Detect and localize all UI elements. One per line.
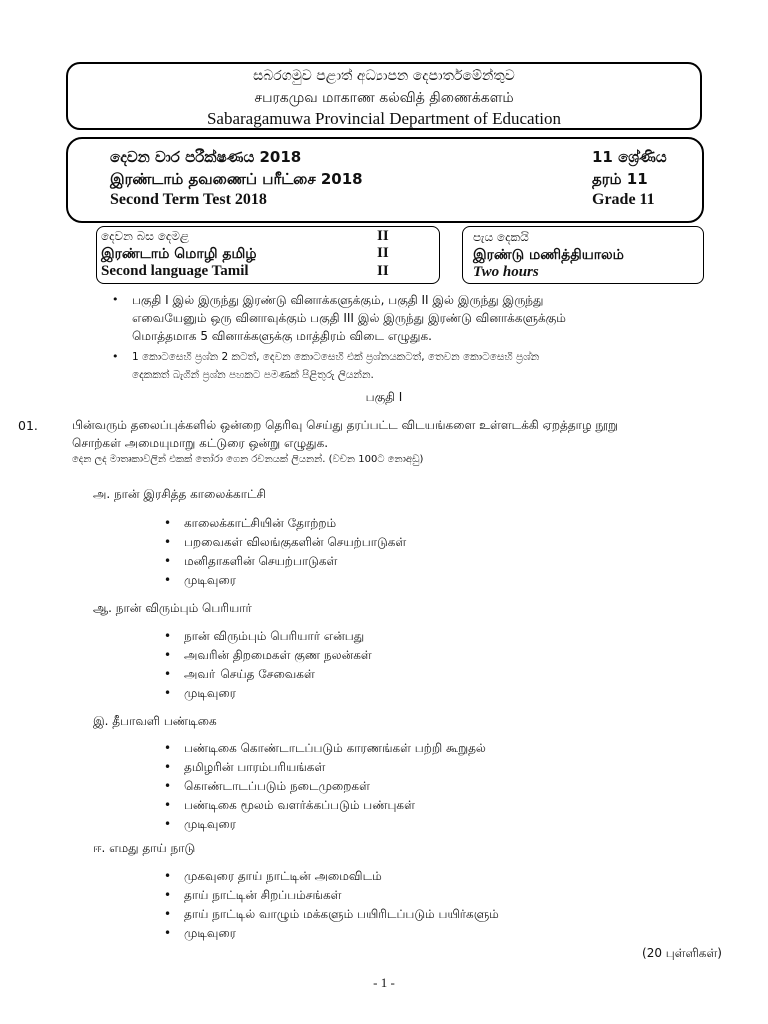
instruction-line: எவையேனும் ஒரு வினாவுக்கும் பகுதி III இல் இருந்து இரண்டு வினாக்களுக்கும் [132, 311, 566, 325]
instruction-tamil [112, 291, 710, 345]
question-line-2: சொற்கள் அமையுமாறு கட்டுரை ஒன்று எழுதுக. [72, 436, 329, 450]
term-sinhala: දෙවන වාර පරීක්ෂණය 2018 [110, 148, 302, 166]
bullet-icon: • [164, 667, 172, 681]
bullet-icon: • [164, 741, 172, 755]
department-header-box [66, 62, 702, 130]
list-item: • முகவுரை தாய் நாட்டின் அமைவிடம் [164, 869, 382, 883]
subject-english: Second language Tamil [101, 263, 249, 279]
list-item: • தாய் நாட்டின் சிறப்பம்சங்கள் [164, 888, 342, 902]
list-item: • அவா் செய்த சேவைகள் [164, 667, 315, 681]
bullet-icon: • [112, 293, 119, 306]
bullet-icon: • [164, 554, 172, 568]
paper-number: II [377, 228, 389, 244]
bullet-icon: • [164, 760, 172, 774]
topic-title: இ. தீபாவளி பண்டிகை [93, 714, 217, 728]
bullet-icon: • [164, 926, 172, 940]
page-number: - 1 - [373, 975, 395, 990]
subject-box [96, 226, 440, 284]
department-name-sinhala: සබරගමුව පළාත් අධ්‍යාපන දෙපාර්තමේන්තුව [253, 68, 515, 84]
list-item: • மனிதாகளின் செயற்பாடுகள் [164, 554, 338, 568]
instruction-line: பகுதி I இல் இருந்து இரண்டு வினாக்களுக்கும், பகுதி II இல் இருந்து இருந்து [132, 293, 544, 307]
duration-english: Two hours [473, 264, 539, 280]
list-item: • முடிவுரை [164, 686, 236, 700]
department-name-tamil: சபரகமுவ மாகாண கல்வித் திணைக்களம் [254, 90, 514, 106]
list-item: • முடிவுரை [164, 573, 236, 587]
term-english: Second Term Test 2018 [110, 191, 267, 208]
term-tamil: இரண்டாம் தவணைப் பரீட்சை 2018 [110, 170, 363, 188]
instruction-line: மொத்தமாக 5 வினாக்களுக்கு மாத்திரம் விடை எழுதுக. [132, 329, 432, 343]
duration-sinhala: පැය දෙකයි [473, 230, 529, 244]
instruction-line: 1 කොටසෙහි ප්‍රශ්න 2 කටත්, දෙවන කොටසෙහි එක් ප්‍රශ්නයකටත්, තෙවන කොටසෙහි ප්‍රශ්න [132, 351, 540, 363]
list-item: • பண்டிகை கொண்டாடப்படும் காரணங்கள் பற்றி கூறுதல் [164, 741, 486, 755]
exam-info-box [66, 137, 704, 223]
topic-title: அ. நான் இரசித்த காலைக்காட்சி [93, 487, 266, 501]
marks-label: (20 புள்ளிகள்) [642, 946, 722, 960]
topic-title: ஈ. எமது தாய் நாடு [93, 841, 196, 855]
list-item: • காலைக்காட்சியின் தோற்றம் [164, 516, 337, 530]
instruction-line: දෙකකත් බැගින් ප්‍රශ්න පහකට පමණක් පිළිතුරු ලියන්න. [132, 369, 374, 381]
bullet-icon: • [164, 907, 172, 921]
part-heading: பகுதி I [365, 390, 403, 404]
list-item: • கொண்டாடப்படும் நடைமுறைகள் [164, 779, 370, 793]
grade-tamil: தரம் 11 [592, 170, 648, 188]
bullet-icon: • [164, 516, 172, 530]
bullet-icon: • [164, 629, 172, 643]
bullet-icon: • [164, 779, 172, 793]
bullet-icon: • [164, 798, 172, 812]
list-item: • தாய் நாட்டில் வாழும் மக்களும் பயிரிடப்படும் பயிர்களும் [164, 907, 499, 921]
list-item: • நான் விரும்பும் பெரியார் என்பது [164, 629, 365, 643]
list-item: • முடிவுரை [164, 817, 236, 831]
topic-title: ஆ. நான் விரும்பும் பெரியார் [93, 601, 252, 615]
bullet-icon: • [164, 535, 172, 549]
list-item: • அவரின் திறமைகள் குண நலன்கள் [164, 648, 372, 662]
paper-number: II [377, 245, 389, 261]
bullet-icon: • [164, 648, 172, 662]
list-item: • முடிவுரை [164, 926, 236, 940]
subject-tamil: இரண்டாம் மொழி தமிழ் [101, 246, 257, 262]
bullet-icon: • [164, 686, 172, 700]
department-name-english: Sabaragamuwa Provincial Department of Education [206, 109, 562, 128]
duration-box [462, 226, 704, 284]
bullet-icon: • [164, 888, 172, 902]
paper-number: II [377, 263, 389, 279]
list-item: • தமிழரின் பாரம்பரியங்கள் [164, 760, 326, 774]
question-line-1: பின்வரும் தலைப்புக்களில் ஒன்றை தெரிவு செய்து தரப்பட்ட விடயங்களை உள்ளடக்கி ஏறத்தாழ நூறு [72, 418, 619, 432]
list-item: • பறவைகள் விலங்குகளின் செயற்பாடுகள் [164, 535, 407, 549]
list-item: • பண்டிகை மூலம் வளர்க்கப்படும் பண்புகள் [164, 798, 415, 812]
grade-english: Grade 11 [592, 191, 655, 208]
subject-sinhala: දෙවන බස දෙමළ [101, 229, 189, 243]
duration-tamil: இரண்டு மணித்தியாலம் [473, 247, 624, 263]
question-sinhala: දෙන ලද මාතෘකාවලින් එකක් තෝරා ගෙන රචනයක් ලියනන්. (වචන 100ට නොඅඩු) [72, 454, 424, 465]
question-number: 01. [18, 418, 38, 433]
bullet-icon: • [164, 869, 172, 883]
instruction-sinhala [112, 348, 710, 384]
grade-sinhala: 11 ශ්‍රේණිය [592, 148, 667, 166]
bullet-icon: • [164, 573, 172, 587]
bullet-icon: • [164, 817, 172, 831]
bullet-icon: • [112, 350, 119, 363]
